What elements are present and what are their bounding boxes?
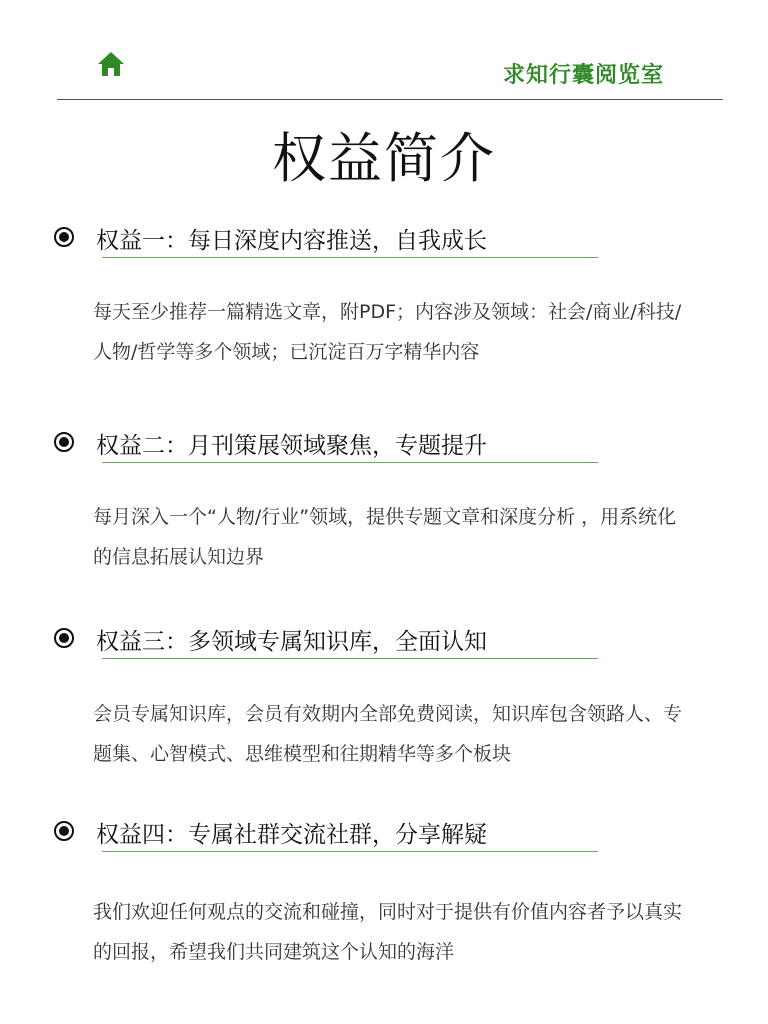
header-divider [57, 99, 723, 100]
brand-name: 求知行囊阅览室 [502, 63, 664, 88]
benefit-title: 权益二：月刊策展领域聚焦，专题提升 [96, 433, 487, 459]
benefit-title: 权益一：每日深度内容推送，自我成长 [96, 228, 487, 254]
benefit-description: 会员专属知识库，会员有效期内全部免费阅读，知识库包含领路人、专题集、心智模式、思维模型和往期精华等多个板块 [93, 703, 683, 765]
benefit-description: 每天至少推荐一篇精选文章，附PDF；内容涉及领域：社会/商业/科技/人物/哲学等多个领域；已沉淀百万字精华内容 [93, 301, 682, 363]
benefit-title: 权益三：多领域专属知识库，全面认知 [96, 629, 487, 655]
radio-bullet-icon [54, 432, 74, 452]
benefit-description: 每月深入一个“人物/行业”领域，提供专题文章和深度分析 ，用系统化的信息拓展认知边界 [93, 506, 677, 568]
radio-bullet-icon [54, 821, 74, 841]
benefit-title: 权益四：专属社群交流社群，分享解疑 [96, 822, 487, 848]
radio-bullet-icon [54, 227, 74, 247]
benefit-title-underline [102, 658, 598, 659]
radio-bullet-icon [54, 628, 74, 648]
benefit-title-underline [102, 257, 598, 258]
page-title: 权益简介 [272, 127, 496, 190]
benefit-description: 我们欢迎任何观点的交流和碰撞，同时对于提供有价值内容者予以真实的回报，希望我们共同建筑这个认知的海洋 [93, 901, 683, 963]
benefit-title-underline [102, 851, 598, 852]
benefit-title-underline [102, 462, 598, 463]
home-icon[interactable] [96, 50, 126, 78]
